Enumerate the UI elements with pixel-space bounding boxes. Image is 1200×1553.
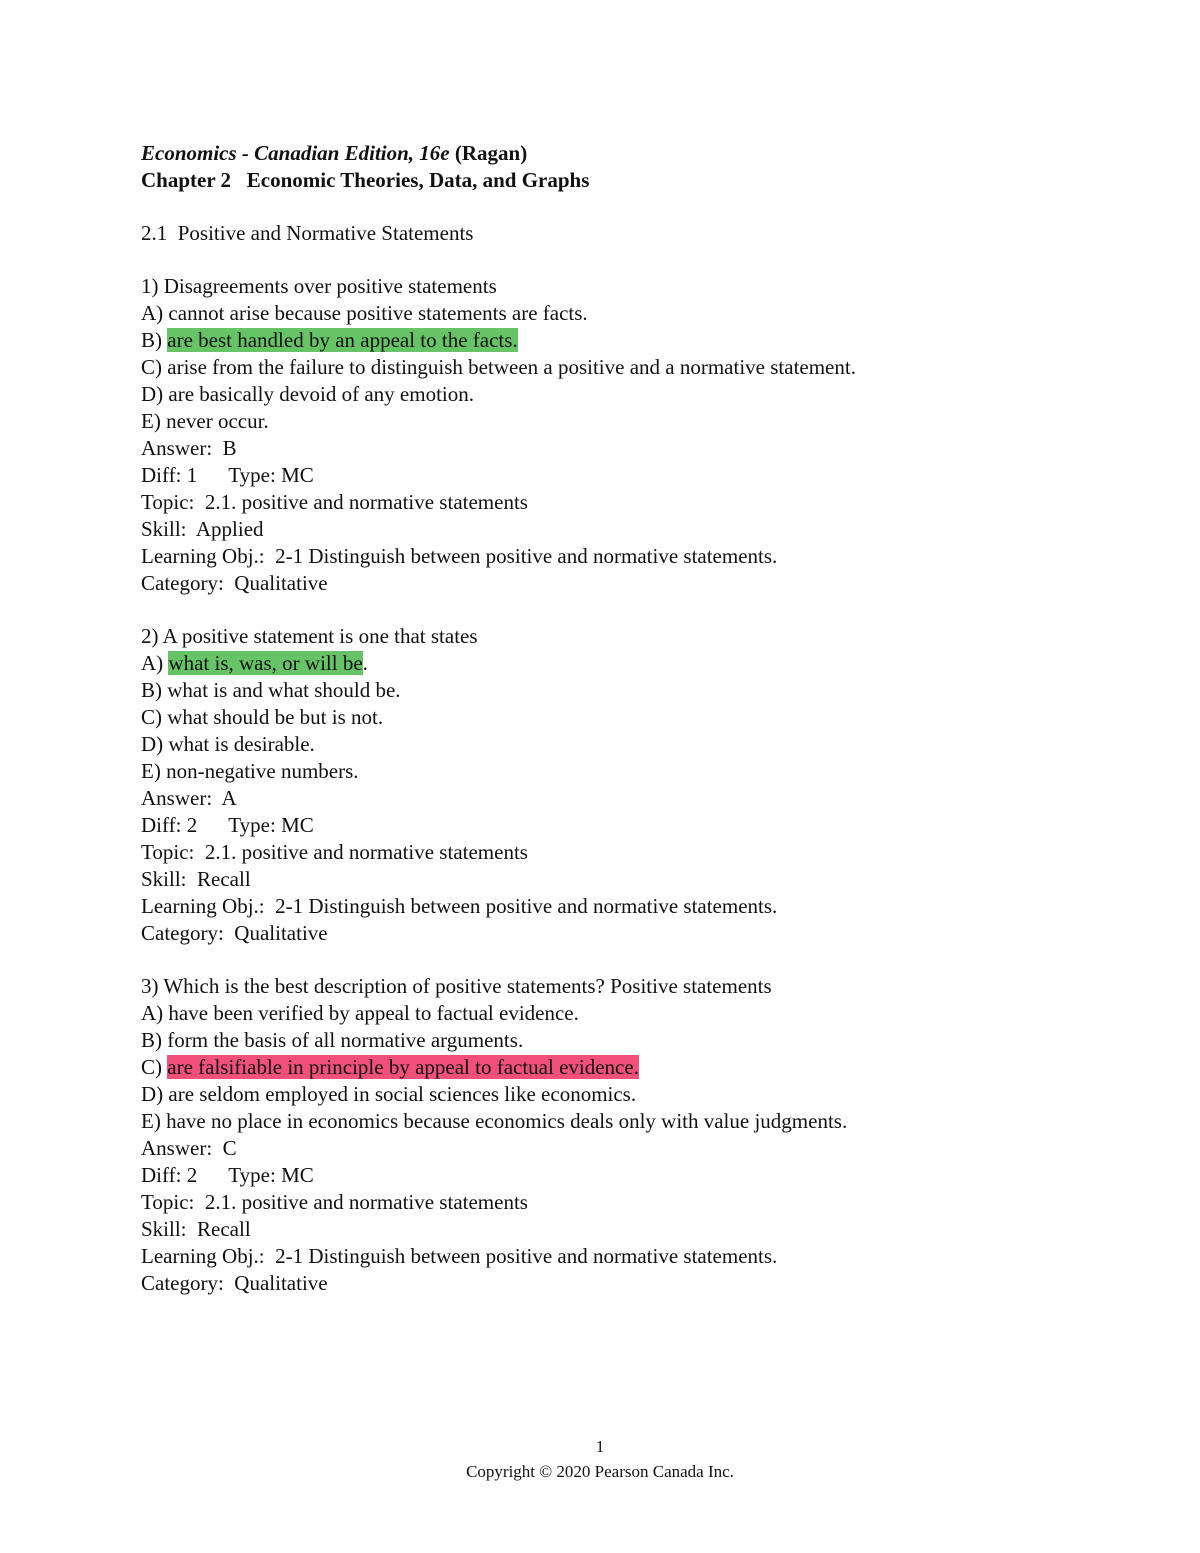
answer-option [141, 677, 1081, 704]
learning-objective: Learning Obj.: 2-1 Distinguish between positive and normative statements. [141, 544, 778, 568]
skill: Skill: Applied [141, 517, 264, 541]
answer-option [141, 758, 1081, 785]
option-prefix: A) [141, 1001, 169, 1025]
option-prefix: E) [141, 1109, 167, 1133]
answer-option [141, 408, 1081, 435]
option-text: arise from the failure to distinguish between a positive and a normative statement. [167, 355, 856, 379]
copyright-notice: Copyright © 2020 Pearson Canada Inc. [466, 1462, 734, 1481]
category: Category: Qualitative [141, 1271, 328, 1295]
option-text-highlighted: what is, was, or will be [168, 651, 363, 675]
option-text: have no place in economics because economics deals only with value judgments. [166, 1109, 848, 1133]
answer-key: Answer: C [141, 1136, 237, 1160]
answer-option [141, 704, 1081, 731]
difficulty-type: Diff: 2 Type: MC [141, 1163, 314, 1187]
option-prefix: B) [141, 328, 168, 352]
answer-option [141, 1108, 1081, 1135]
page-content [141, 140, 1081, 1297]
answer-option [141, 650, 1081, 677]
page-number: 1 [595, 1437, 605, 1456]
option-text: what should be but is not. [167, 705, 384, 729]
question-block [141, 273, 1081, 597]
option-prefix: B) [141, 678, 168, 702]
answer-option [141, 327, 1081, 354]
question-block [141, 623, 1081, 947]
topic: Topic: 2.1. positive and normative statements [141, 1190, 528, 1214]
category: Category: Qualitative [141, 921, 328, 945]
book-title-italic: Economics - Canadian Edition, 16e [141, 141, 450, 165]
option-text: are basically devoid of any emotion. [168, 382, 474, 406]
option-prefix: E) [141, 409, 167, 433]
option-prefix: E) [141, 759, 167, 783]
chapter-title: Chapter 2 Economic Theories, Data, and Graphs [141, 168, 590, 192]
answer-option [141, 1000, 1081, 1027]
option-prefix: A) [141, 301, 169, 325]
question-stem: 3) Which is the best description of positive statements? Positive statements [141, 974, 772, 998]
answer-option [141, 1027, 1081, 1054]
learning-objective: Learning Obj.: 2-1 Distinguish between positive and normative statements. [141, 894, 778, 918]
option-text-highlighted: are best handled by an appeal to the facts. [167, 328, 518, 352]
option-text: form the basis of all normative arguments. [167, 1028, 524, 1052]
option-text: cannot arise because positive statements are facts. [168, 301, 588, 325]
option-prefix: B) [141, 1028, 168, 1052]
section-heading: 2.1 Positive and Normative Statements [141, 221, 474, 245]
topic: Topic: 2.1. positive and normative statements [141, 840, 528, 864]
option-prefix: C) [141, 705, 168, 729]
question-block [141, 973, 1081, 1297]
skill: Skill: Recall [141, 1217, 251, 1241]
option-prefix: C) [141, 1055, 168, 1079]
difficulty-type: Diff: 1 Type: MC [141, 463, 314, 487]
option-prefix: D) [141, 382, 169, 406]
book-title-author: (Ragan) [449, 141, 528, 165]
topic: Topic: 2.1. positive and normative statements [141, 490, 528, 514]
spacer [141, 247, 1081, 273]
category: Category: Qualitative [141, 571, 328, 595]
option-text: never occur. [166, 409, 269, 433]
option-prefix: C) [141, 355, 168, 379]
spacer [141, 194, 1081, 220]
option-prefix: D) [141, 1082, 169, 1106]
learning-objective: Learning Obj.: 2-1 Distinguish between positive and normative statements. [141, 1244, 778, 1268]
option-prefix: A) [141, 651, 169, 675]
answer-option [141, 354, 1081, 381]
option-text: what is desirable. [168, 732, 315, 756]
option-prefix: D) [141, 732, 169, 756]
option-text: have been verified by appeal to factual evidence. [168, 1001, 579, 1025]
spacer [141, 597, 1081, 623]
answer-option [141, 731, 1081, 758]
difficulty-type: Diff: 2 Type: MC [141, 813, 314, 837]
answer-option [141, 300, 1081, 327]
option-text: what is and what should be. [167, 678, 401, 702]
answer-key: Answer: A [141, 786, 237, 810]
spacer [141, 947, 1081, 973]
skill: Skill: Recall [141, 867, 251, 891]
question-stem: 2) A positive statement is one that states [141, 624, 478, 648]
answer-option [141, 381, 1081, 408]
answer-option [141, 1054, 1081, 1081]
option-suffix: . [362, 651, 368, 675]
option-text: non-negative numbers. [166, 759, 359, 783]
option-text-highlighted: are falsifiable in principle by appeal to factual evidence. [167, 1055, 639, 1079]
option-text: are seldom employed in social sciences like economics. [168, 1082, 637, 1106]
answer-key: Answer: B [141, 436, 237, 460]
book-title [141, 140, 1081, 167]
answer-option [141, 1081, 1081, 1108]
question-stem: 1) Disagreements over positive statements [141, 274, 497, 298]
